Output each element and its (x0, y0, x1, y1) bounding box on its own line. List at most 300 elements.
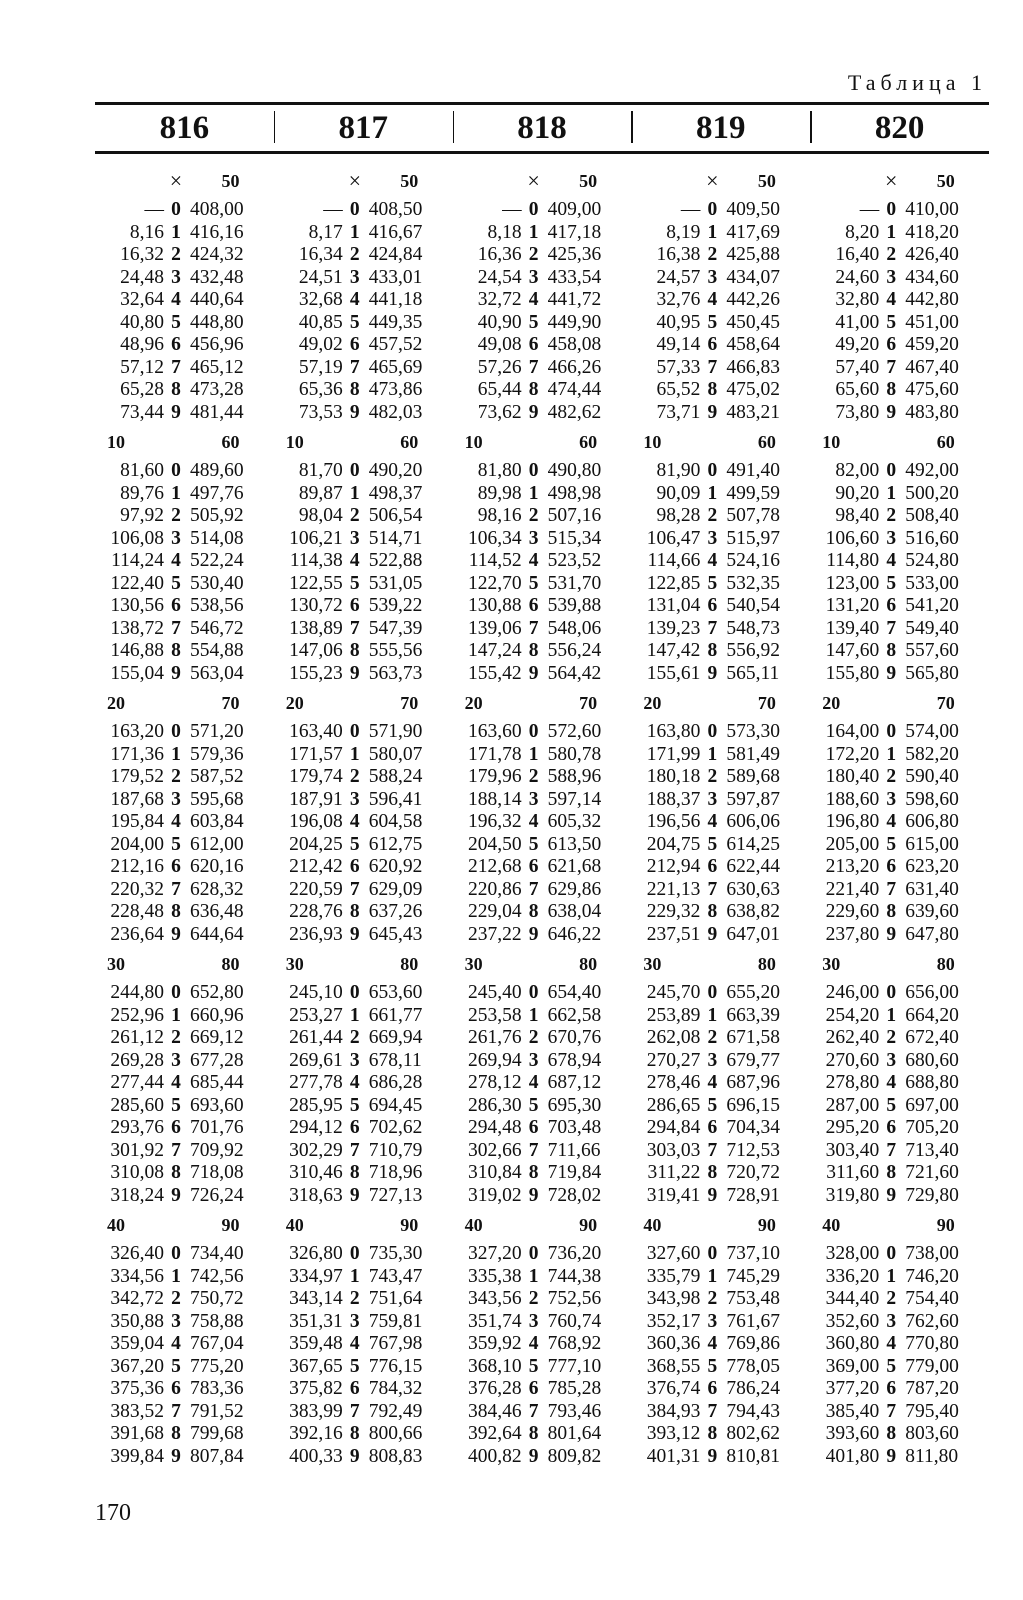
table-cell-group (810, 1423, 989, 1446)
row-digit: 8 (528, 1423, 539, 1444)
row-digit: 9 (171, 1184, 181, 1206)
table-cell-group (631, 1288, 810, 1311)
row-digit: 1 (528, 743, 539, 765)
row-digit: 2 (171, 1027, 181, 1048)
right-product: 612,00 (190, 833, 244, 855)
left-product: 114,52 (468, 550, 522, 571)
row-digit: 4 (171, 1333, 181, 1354)
table-cell-group (274, 879, 453, 902)
row-digit: 4 (171, 289, 181, 310)
table-cell-group (274, 924, 453, 947)
table-cell-group (631, 1446, 810, 1469)
row-digit: 9 (886, 923, 897, 945)
right-product: 669,12 (190, 1027, 244, 1048)
row-digit: 1 (171, 743, 181, 765)
subheader-right-value: 70 (221, 693, 240, 713)
table-cell-group (810, 550, 989, 573)
left-product: 49,08 (477, 334, 522, 355)
table-cell-group (274, 1050, 453, 1073)
table-cell-group (274, 1446, 453, 1469)
left-product: — (144, 199, 164, 220)
table-cell-group (631, 289, 810, 312)
table-row (95, 618, 989, 641)
table-row (95, 834, 989, 857)
table-cell-group (95, 244, 274, 267)
left-product: 311,60 (826, 1162, 880, 1183)
left-product: 106,60 (825, 527, 880, 549)
table-cell-group (95, 505, 274, 528)
right-product: 807,84 (190, 1445, 244, 1467)
left-product: 212,42 (289, 856, 343, 877)
row-digit: 7 (171, 356, 181, 378)
right-product: 712,53 (726, 1139, 781, 1161)
left-product: 278,12 (467, 1072, 522, 1093)
row-digit: 8 (349, 901, 360, 922)
right-product: 710,79 (368, 1139, 423, 1161)
right-product: 799,68 (190, 1423, 244, 1444)
subheader-left-value: 20 (285, 693, 304, 713)
left-product: 114,24 (111, 550, 164, 571)
table-row (95, 199, 989, 222)
table-cell-group (810, 834, 989, 857)
row-digit: 0 (349, 982, 360, 1003)
right-product: 753,48 (726, 1288, 781, 1309)
left-product: 254,20 (825, 1004, 880, 1026)
left-product: 334,97 (289, 1265, 343, 1287)
table-row (95, 357, 989, 380)
row-digit: 9 (707, 401, 718, 423)
row-digit: 5 (886, 311, 897, 333)
subheader-cell (810, 689, 989, 717)
subheader-cell (95, 167, 274, 195)
row-digit: 5 (528, 572, 539, 594)
table-cell-group (453, 1162, 632, 1185)
row-digit: 7 (528, 878, 539, 900)
row-digit: 4 (886, 550, 897, 571)
left-product: 359,04 (110, 1333, 164, 1354)
table-cell-group (810, 483, 989, 506)
left-product: 385,40 (825, 1400, 880, 1422)
table-cell-group (453, 1401, 632, 1424)
table-row (95, 1027, 989, 1050)
table-block (95, 428, 989, 685)
table-cell-group (453, 879, 632, 902)
table-cell-group (453, 856, 632, 879)
table-cell-group (95, 744, 274, 767)
row-digit: 7 (886, 1139, 897, 1161)
left-product: 16,40 (835, 244, 880, 265)
table-cell-group (95, 267, 274, 290)
left-product: 285,60 (110, 1094, 164, 1116)
left-product: 269,28 (110, 1049, 164, 1071)
left-product: 318,63 (289, 1184, 343, 1206)
table-cell-group (453, 289, 632, 312)
right-product: 580,07 (368, 743, 423, 765)
table-cell-group (95, 573, 274, 596)
left-product: 131,04 (646, 595, 701, 616)
row-digit: 7 (528, 1400, 539, 1422)
subheader-right-value: 50 (936, 171, 955, 191)
table-cell-group (631, 1050, 810, 1073)
right-product: 442,26 (726, 289, 781, 310)
right-product: 458,64 (726, 334, 781, 355)
right-product: 705,20 (905, 1117, 959, 1138)
left-product: 188,14 (467, 788, 522, 810)
right-product: 433,54 (547, 266, 602, 288)
table-cell-group (453, 1027, 632, 1050)
left-product: 90,09 (656, 482, 701, 504)
table-row (95, 1185, 989, 1208)
right-product: 679,77 (726, 1049, 781, 1071)
left-product: 220,86 (467, 878, 522, 900)
row-digit: 9 (886, 662, 897, 684)
right-product: 554,88 (190, 640, 244, 661)
row-digit: 2 (707, 766, 718, 787)
right-product: 647,80 (905, 923, 959, 945)
right-product: 557,60 (905, 640, 959, 661)
row-digit: 7 (707, 1400, 718, 1422)
row-digit: 4 (707, 550, 718, 571)
left-product: 122,55 (289, 572, 343, 594)
table-cell-group (453, 1266, 632, 1289)
subheader-right-value: 60 (221, 432, 240, 452)
table-cell-group (453, 1288, 632, 1311)
right-product: 701,76 (190, 1117, 244, 1138)
row-digit: 9 (349, 401, 360, 423)
left-product: 97,92 (120, 505, 164, 526)
row-digit: 1 (886, 221, 897, 243)
left-product: 246,00 (825, 982, 880, 1003)
right-product: 458,08 (547, 334, 602, 355)
left-product: 392,16 (289, 1423, 343, 1444)
left-product: 73,44 (120, 401, 164, 423)
table-row (95, 402, 989, 425)
subheader-cell (453, 950, 632, 978)
row-digit: 5 (171, 572, 181, 594)
subheader-right-value: 50 (579, 171, 598, 191)
table-cell-group (631, 483, 810, 506)
row-digit: 6 (528, 1117, 539, 1138)
left-product: 65,44 (477, 379, 522, 400)
right-product: 483,80 (905, 401, 959, 423)
left-product: 16,34 (298, 244, 343, 265)
subheader-right-value: 90 (936, 1215, 955, 1235)
row-digit: 7 (171, 1400, 181, 1422)
right-product: 661,77 (368, 1004, 423, 1026)
row-digit: 0 (886, 1243, 897, 1264)
right-product: 735,30 (368, 1243, 423, 1264)
right-product: 637,26 (368, 901, 423, 922)
table-cell-group (274, 1288, 453, 1311)
left-product: 81,90 (656, 460, 701, 481)
row-digit: 1 (528, 221, 539, 243)
right-product: 449,90 (547, 311, 602, 333)
table-cell-group (453, 528, 632, 551)
table-cell-group (274, 505, 453, 528)
left-product: 287,00 (825, 1094, 880, 1116)
left-product: 24,60 (835, 266, 880, 288)
table-cell-group (810, 982, 989, 1005)
left-product: 32,68 (298, 289, 343, 310)
table-row (95, 744, 989, 767)
subheader-right-value: 70 (757, 693, 776, 713)
right-product: 758,88 (190, 1310, 244, 1332)
left-product: 286,30 (467, 1094, 522, 1116)
subheader-cell (631, 950, 810, 978)
table-cell-group (95, 834, 274, 857)
left-product: 294,48 (467, 1117, 522, 1138)
right-product: 808,83 (368, 1445, 423, 1467)
right-product: 417,69 (726, 221, 781, 243)
table-cell-group (631, 1378, 810, 1401)
row-digit: 4 (528, 1072, 539, 1093)
subheader-right-value: 80 (579, 954, 598, 974)
table-cell-group (95, 460, 274, 483)
row-digit: 9 (886, 1445, 897, 1467)
table-block (95, 689, 989, 946)
table-cell-group (810, 1401, 989, 1424)
right-product: 686,28 (368, 1072, 423, 1093)
subheader-cell (95, 950, 274, 978)
left-product: — (323, 199, 343, 220)
right-product: 767,04 (190, 1333, 244, 1354)
row-digit: 3 (886, 1049, 897, 1071)
row-digit: 3 (528, 1310, 539, 1332)
left-product: 301,92 (110, 1139, 164, 1161)
right-product: 777,10 (547, 1355, 602, 1377)
left-product: 261,44 (289, 1027, 343, 1048)
row-digit: 1 (707, 1265, 718, 1287)
row-digit: 4 (171, 811, 181, 832)
row-digit: 1 (886, 1265, 897, 1287)
table-cell-group (453, 244, 632, 267)
row-digit: 4 (349, 289, 360, 310)
subheader-right-value: 60 (400, 432, 419, 452)
right-product: 743,47 (368, 1265, 423, 1287)
left-product: 401,31 (646, 1445, 701, 1467)
left-product: 360,36 (646, 1333, 701, 1354)
right-product: 548,73 (726, 617, 781, 639)
right-product: 564,42 (547, 662, 602, 684)
right-product: 718,08 (190, 1162, 244, 1183)
right-product: 541,20 (905, 595, 959, 616)
table-cell-group (631, 1266, 810, 1289)
right-product: 767,98 (368, 1333, 423, 1354)
table-row (95, 1095, 989, 1118)
left-product: 187,68 (110, 788, 164, 810)
right-product: 505,92 (190, 505, 244, 526)
row-digit: 2 (707, 244, 718, 265)
subheader-right-value: 60 (757, 432, 776, 452)
left-product: 89,76 (120, 482, 164, 504)
row-digit: 0 (528, 460, 539, 481)
right-product: 742,56 (190, 1265, 244, 1287)
row-digit: 2 (886, 766, 897, 787)
row-digit: 2 (528, 505, 539, 526)
left-product: 73,53 (298, 401, 343, 423)
table-cell-group (453, 924, 632, 947)
table-cell-group (631, 721, 810, 744)
row-digit: 6 (707, 1117, 718, 1138)
block-subheader (95, 428, 989, 456)
row-digit: 1 (886, 743, 897, 765)
subheader-right-value: 50 (400, 171, 419, 191)
table-cell-group (453, 460, 632, 483)
right-product: 523,52 (547, 550, 602, 571)
subheader-cell (274, 689, 453, 717)
subheader-cell (631, 689, 810, 717)
right-product: 465,69 (368, 356, 423, 378)
left-product: 122,85 (646, 572, 701, 594)
left-product: 383,52 (110, 1400, 164, 1422)
left-product: 294,84 (646, 1117, 701, 1138)
row-digit: 6 (528, 1378, 539, 1399)
table-cell-group (95, 1401, 274, 1424)
row-digit: 5 (707, 572, 718, 594)
table-cell-group (274, 1333, 453, 1356)
left-product: 221,40 (825, 878, 880, 900)
row-digit: 2 (349, 1288, 360, 1309)
row-digit: 7 (886, 617, 897, 639)
row-digit: 6 (886, 595, 897, 616)
right-product: 595,68 (190, 788, 244, 810)
table-cell-group (810, 402, 989, 425)
row-digit: 0 (886, 721, 897, 742)
row-digit: 6 (349, 595, 360, 616)
left-product: 130,72 (289, 595, 343, 616)
left-product: 171,36 (110, 743, 164, 765)
row-digit: 0 (171, 982, 181, 1003)
table-cell-group (453, 834, 632, 857)
right-product: 669,94 (368, 1027, 423, 1048)
subheader-cell (631, 1211, 810, 1239)
right-product: 639,60 (905, 901, 959, 922)
subheader-left-value: 40 (285, 1215, 304, 1235)
left-product: 228,48 (110, 901, 164, 922)
right-product: 416,16 (190, 221, 244, 243)
row-digit: 7 (349, 1400, 360, 1422)
row-digit: 9 (349, 1184, 360, 1206)
row-digit: 2 (707, 1288, 718, 1309)
right-product: 549,40 (905, 617, 959, 639)
right-product: 678,11 (368, 1049, 422, 1071)
row-digit: 2 (349, 1027, 360, 1048)
row-digit: 1 (349, 221, 360, 243)
table-row (95, 379, 989, 402)
table-cell-group (631, 1027, 810, 1050)
right-product: 565,11 (726, 662, 780, 684)
left-product: 278,80 (825, 1072, 880, 1093)
table-row (95, 1050, 989, 1073)
right-product: 621,68 (547, 856, 602, 877)
subheader-right-value: 70 (579, 693, 598, 713)
left-product: 237,51 (646, 923, 701, 945)
row-digit: 9 (528, 1184, 539, 1206)
left-product: 237,80 (825, 923, 880, 945)
table-cell-group (810, 766, 989, 789)
table-cell-group (453, 1095, 632, 1118)
row-digit: 8 (528, 1162, 539, 1183)
table-row (95, 982, 989, 1005)
right-product: 565,80 (905, 662, 959, 684)
left-product: 40,80 (120, 311, 164, 333)
right-product: 433,01 (368, 266, 423, 288)
right-product: 424,32 (190, 244, 244, 265)
left-product: 393,12 (646, 1423, 701, 1444)
left-product: 147,42 (646, 640, 701, 661)
left-product: 73,62 (477, 401, 522, 423)
right-product: 711,66 (547, 1139, 601, 1161)
left-product: 270,60 (825, 1049, 880, 1071)
right-product: 612,75 (368, 833, 423, 855)
row-digit: 0 (886, 460, 897, 481)
subheader-left-value: 30 (643, 954, 662, 974)
right-product: 425,88 (726, 244, 781, 265)
right-product: 623,20 (905, 856, 959, 877)
row-digit: 2 (349, 505, 360, 526)
right-product: 597,14 (547, 788, 602, 810)
table-cell-group (810, 744, 989, 767)
right-product: 694,45 (368, 1094, 423, 1116)
row-digit: 0 (707, 721, 718, 742)
left-product: 81,60 (120, 460, 164, 481)
row-digit: 6 (528, 856, 539, 877)
row-digit: 9 (528, 1445, 539, 1467)
table-cell-group (810, 1243, 989, 1266)
multiplication-table (95, 165, 989, 1468)
table-cell-group (274, 199, 453, 222)
right-product: 660,96 (190, 1004, 244, 1026)
row-digit: 8 (886, 901, 897, 922)
right-product: 507,78 (726, 505, 781, 526)
left-product: 24,57 (656, 266, 701, 288)
left-product: 171,57 (289, 743, 343, 765)
subheader-left-value: 30 (822, 954, 841, 974)
right-product: 524,80 (905, 550, 959, 571)
left-product: 204,50 (467, 833, 522, 855)
row-digit: 0 (171, 721, 181, 742)
right-product: 606,06 (726, 811, 781, 832)
right-product: 425,36 (547, 244, 602, 265)
row-digit: 9 (886, 1184, 897, 1206)
right-product: 751,64 (368, 1288, 423, 1309)
table-cell-group (453, 1185, 632, 1208)
table-cell-group (453, 595, 632, 618)
right-product: 615,00 (905, 833, 959, 855)
right-product: 672,40 (905, 1027, 959, 1048)
row-digit: 3 (886, 266, 897, 288)
table-cell-group (274, 856, 453, 879)
row-digit: 1 (171, 1265, 181, 1287)
table-cell-group (274, 1378, 453, 1401)
right-product: 622,44 (726, 856, 781, 877)
row-digit: 0 (349, 460, 360, 481)
table-cell-group (453, 573, 632, 596)
left-product: 49,14 (656, 334, 701, 355)
left-product: 336,20 (825, 1265, 880, 1287)
right-product: 801,64 (547, 1423, 602, 1444)
table-cell-group (274, 744, 453, 767)
row-digit: 3 (349, 1049, 360, 1071)
subheader-right-value: 80 (757, 954, 776, 974)
row-digit: 2 (707, 505, 718, 526)
row-digit: 0 (349, 199, 360, 220)
row-digit: 7 (886, 356, 897, 378)
row-digit: 7 (707, 356, 718, 378)
right-product: 800,66 (368, 1423, 423, 1444)
table-cell-group (810, 618, 989, 641)
subheader-left-value: 40 (643, 1215, 662, 1235)
